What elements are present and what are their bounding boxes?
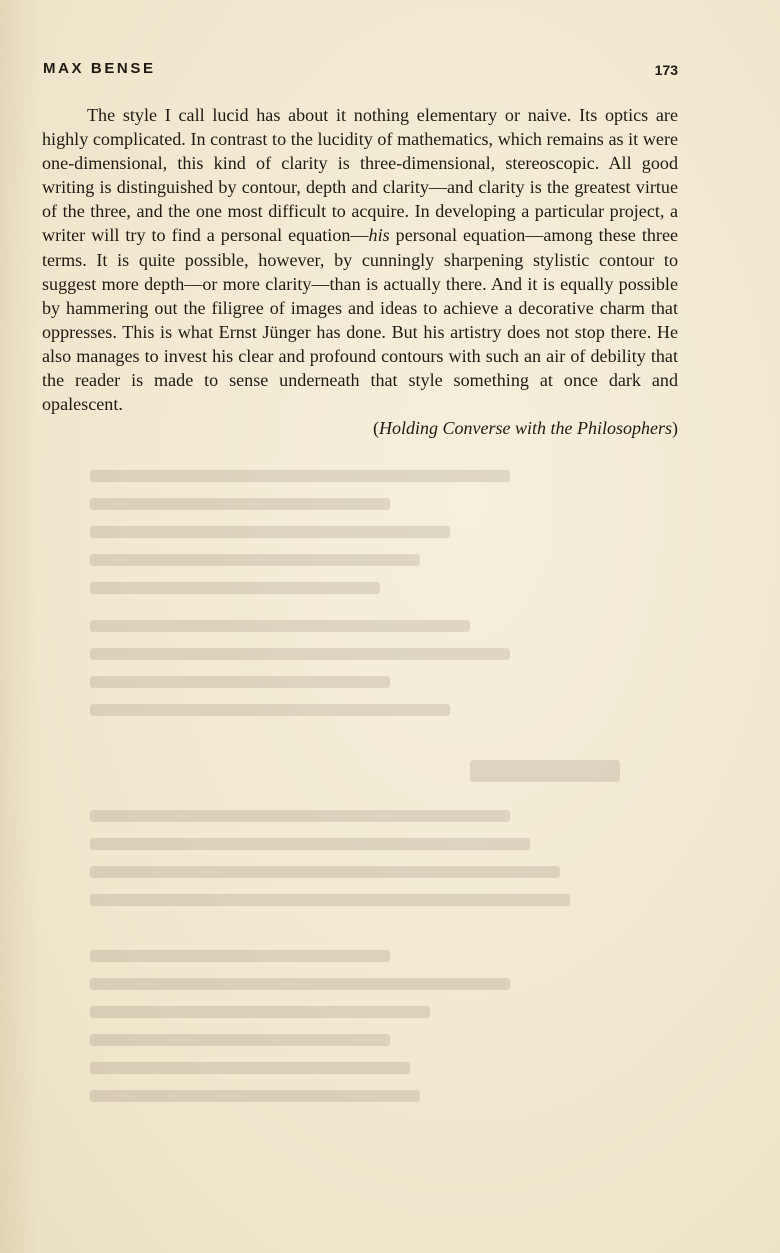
- running-head: [43, 60, 678, 84]
- paragraph-emphasis: his: [368, 225, 390, 246]
- paragraph-text-part1: The style I call lucid has about it nothing elementary or naive. Its optics are highly complicated. In contrast to the lucidity of mathematics, which remains as it were one-dimensional, this kind of clarity is three-dimensional, stereoscopic. All good writing is distinguished by contour, depth and clarity—and clarity is the greatest virtue of the three, and the one most difficult to acquire. In developing a particular project, a writer will try to find a personal equation—: [42, 105, 678, 246]
- page-number: 173: [654, 62, 678, 78]
- text-block: [42, 103, 678, 440]
- citation-close: ): [672, 418, 678, 439]
- body-paragraph: [42, 103, 678, 416]
- citation-open: (: [373, 418, 380, 439]
- citation-title: Holding Converse with the Philosophers: [379, 418, 672, 439]
- show-through-text: [90, 470, 690, 1150]
- running-head-author: MAX BENSE: [43, 60, 156, 77]
- paragraph-text-part2: personal equation—among these three terms. It is quite possible, however, by cunningly sharpening stylistic contour to suggest more depth—or more clarity—than is actually there. And it is equally possible by hammering out the filigree of images and ideas to achieve a decorative charm that oppresses. This is what Ernst Jünger has done. But his artistry does not stop there. He also manages to invest his clear and profound contours with such an air of debility that the reader is made to sense underneath that style something at once dark and opalescent.: [42, 225, 679, 415]
- source-citation: [42, 416, 678, 440]
